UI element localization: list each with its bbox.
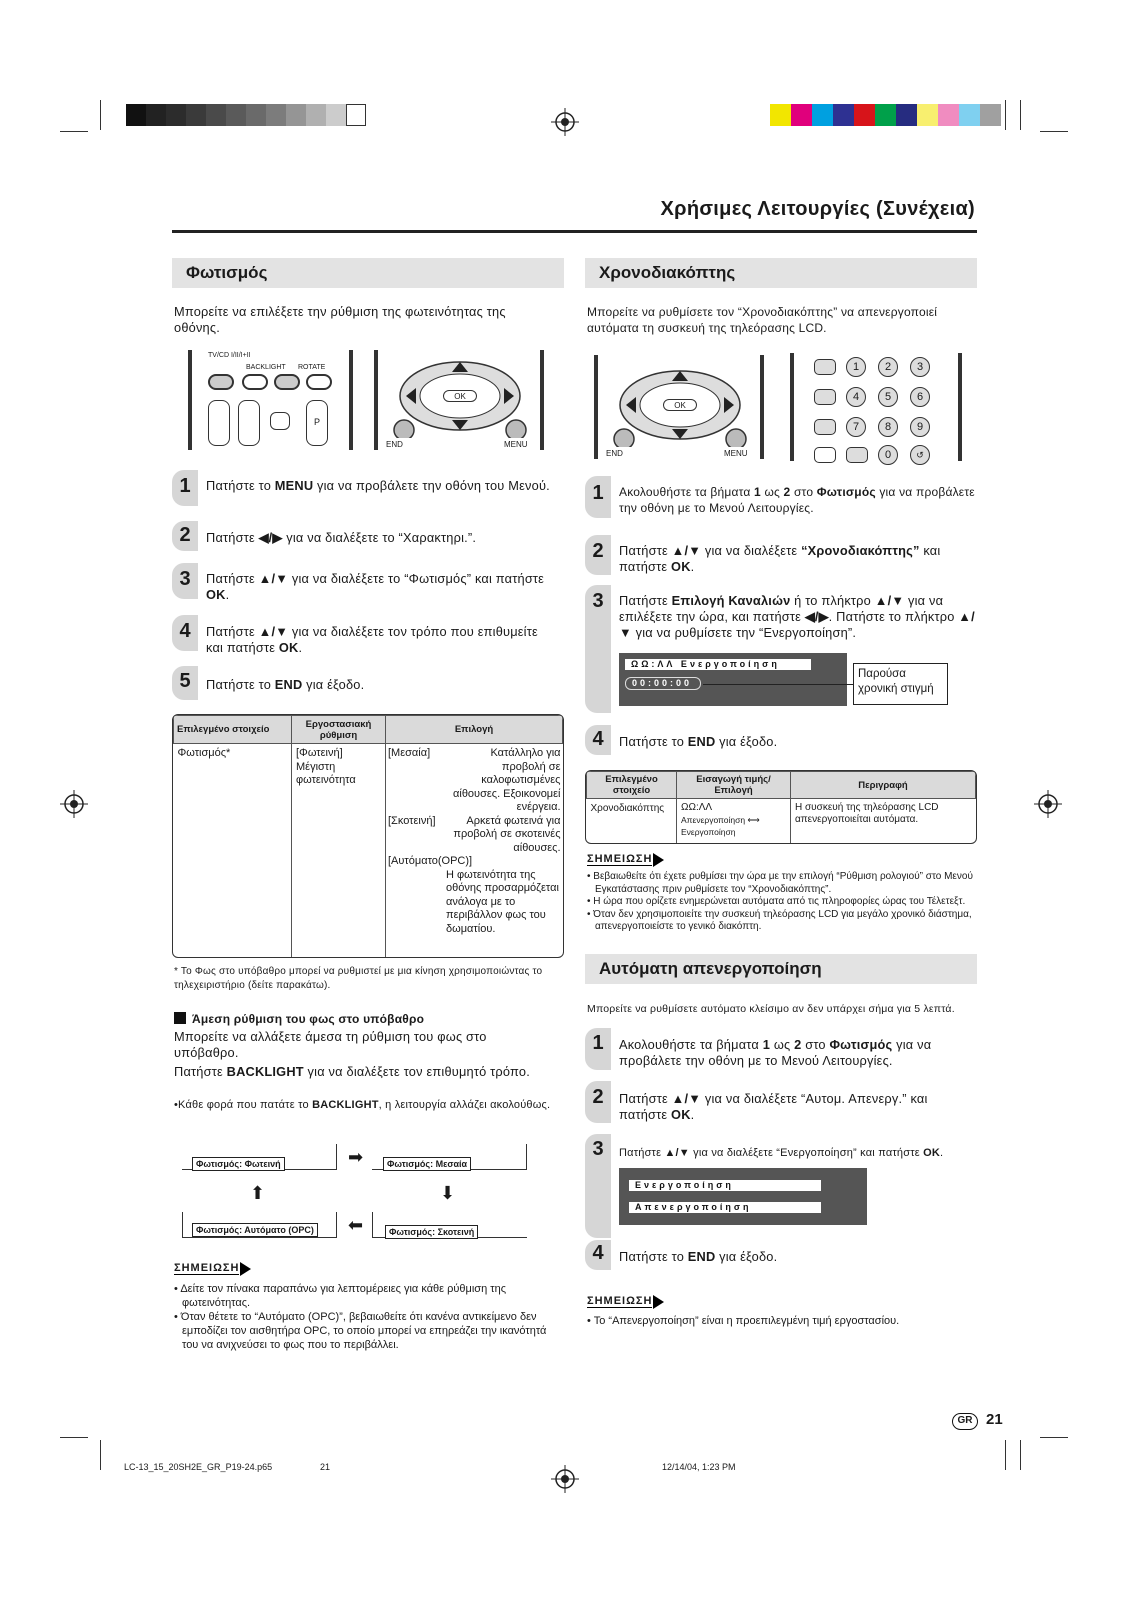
timer-step-4: Πατήστε το END για έξοδο. — [619, 734, 778, 749]
digit-2-button: 2 — [878, 357, 898, 377]
rotate-button — [306, 374, 332, 390]
timer-notes — [587, 871, 979, 934]
footer-date: 12/14/04, 1:23 PM — [662, 1462, 736, 1472]
registration-mark-right — [1034, 790, 1062, 818]
color-swatch — [166, 104, 186, 126]
power-button — [208, 374, 234, 390]
timer-note-label: ΣΗΜΕΙΩΣΗ — [587, 853, 653, 865]
brightness-note-label: ΣΗΜΕΙΩΣΗ — [174, 1262, 240, 1274]
table-header: Εργοστασιακή ρύθμιση — [292, 716, 386, 744]
remote-top-label: TV/CD I/II/I+II — [208, 352, 251, 359]
color-swatch — [126, 104, 146, 126]
title-rule — [172, 230, 977, 233]
step-number: 1 — [592, 482, 604, 504]
remote-dpad-illustration — [372, 350, 550, 454]
end-label: END — [386, 440, 403, 449]
step-number: 4 — [592, 1242, 604, 1264]
callout-line — [703, 684, 853, 685]
reveal-button — [814, 389, 836, 405]
color-swatch — [206, 104, 226, 126]
registration-mark-bottom — [551, 1465, 579, 1493]
language-badge: GR — [952, 1413, 978, 1430]
autooff-step-2: Πατήστε ▲/▼ για να διαλέξετε “Αυτομ. Απενεργ.” και πατήστε OK. — [619, 1091, 928, 1122]
table-cell-value: ΩΩ:ΛΛ Απενεργοποίηση ⟷ Ενεργοποίηση — [677, 799, 791, 844]
arrow-up-icon: ⬆ — [250, 1183, 266, 1203]
arrow-left-icon: ⬅ — [348, 1215, 364, 1235]
color-swatch — [980, 104, 1001, 126]
brightness-step-1: Πατήστε το MENU για να προβάλετε την οθόνη του Μενού. — [206, 478, 550, 493]
color-swatch — [770, 104, 791, 126]
step-number: 1 — [592, 1032, 604, 1054]
osd-option-off: Απενεργοποίηση — [629, 1202, 821, 1213]
menu-label: MENU — [724, 449, 748, 458]
step-number: 2 — [592, 540, 604, 562]
color-swatch — [875, 104, 896, 126]
registration-mark-left — [60, 790, 88, 818]
color-swatch — [146, 104, 166, 126]
flow-medium: Φωτισμός: Μεσαία — [383, 1157, 471, 1171]
step-number: 1 — [179, 475, 191, 497]
timer-table — [585, 770, 977, 844]
table-cell-factory: [Φωτεινή] Μέγιστη φωτεινότητα — [292, 744, 386, 958]
digit-9-button: 9 — [910, 417, 930, 437]
direct-adjust-p3: •Κάθε φορά που πατάτε το BACKLIGHT, η λειτουργία αλλάζει ακολούθως. — [174, 1099, 551, 1111]
timer-remote-dpad-illustration — [592, 355, 770, 465]
step-number: 4 — [592, 728, 604, 750]
color-swatch — [896, 104, 917, 126]
flow-dark: Φωτισμός: Σκοτεινή — [385, 1225, 478, 1239]
digit-0-button: 0 — [878, 445, 898, 465]
option-row: [Μεσαία] Κατάλληλο για προβολή σε καλοφωτισμένες αίθουσες. Εξοικονομεί ενέργεια. — [388, 747, 561, 813]
note-item: • Όταν θέτετε το “Αυτόματο (OPC)”, βεβαιωθείτε ότι κανένα αντικείμενο δεν εμποδίζει τον αισθητήρα OPC, το οποίο μπορεί να επηρεάζει την ικανότητά του να ανιχνεύσει το φως που το περιβάλλει. — [174, 1310, 559, 1352]
backlight-label: BACKLIGHT — [246, 364, 286, 371]
digit-6-button: 6 — [910, 387, 930, 407]
osd-option-on: Ενεργοποίηση — [629, 1180, 821, 1191]
tvcd-button — [242, 374, 268, 390]
color-swatch — [286, 104, 306, 126]
color-swatch — [812, 104, 833, 126]
step-number: 3 — [592, 590, 604, 612]
autooff-heading: Αυτόματη απενεργοποίηση — [585, 954, 977, 984]
color-swatch — [833, 104, 854, 126]
autooff-step-3: Πατήστε ▲/▼ για να διαλέξετε “Ενεργοποίηση” και πατήστε OK. — [619, 1147, 944, 1159]
color-swatch — [306, 104, 326, 126]
table-header: Επιλεγμένο στοιχείο — [174, 716, 292, 744]
arrow-down-icon: ⬇ — [440, 1183, 456, 1203]
color-swatch — [326, 104, 346, 126]
backlight-button — [274, 374, 300, 390]
menu-label: MENU — [504, 440, 528, 449]
timer-step-2: Πατήστε ▲/▼ για να διαλέξετε “Χρονοδιακόπτης” και πατήστε OK. — [619, 543, 941, 574]
timer-step-1: Ακολουθήστε τα βήματα 1 ως 2 στο Φωτισμός για να προβάλετε την οθόνη με το Μενού Λειτουργίες. — [619, 485, 975, 515]
flow-auto: Φωτισμός: Αυτόματο (OPC) — [192, 1223, 318, 1237]
direct-adjust-heading: Άμεση ρύθμιση του φως στο υπόβαθρο — [192, 1012, 425, 1026]
color-swatch — [854, 104, 875, 126]
note-item: • Η ώρα που ορίζετε ενημερώνεται αυτόματα από τις πληροφορίες ώρας του Τέλετεξτ. — [587, 896, 979, 909]
brightness-footnote: * Το Φως στο υπόβαθρο μπορεί να ρυθμιστεί με μια κίνηση χρησιμοποιώντας το τηλεχειριστήριο (δείτε παρακάτω). — [174, 966, 543, 991]
color-swatch — [346, 104, 366, 126]
registration-mark-top — [551, 108, 579, 136]
timer-osd — [619, 653, 847, 706]
table-cell-item: Χρονοδιακόπτης — [587, 799, 677, 844]
step-number: 3 — [592, 1138, 604, 1160]
brightness-table — [172, 714, 564, 958]
table-cell-desc: Η συσκευή της τηλεόρασης LCD απενεργοποιείται αυτόματα. — [795, 802, 939, 825]
option-row: [Αυτόματο(OPC)] Η φωτεινότητα της οθόνης προσαρμόζεται ανάλογα με το περιβάλλον φως του δωματίου. — [388, 855, 559, 935]
direct-adjust-p2: Πατήστε BACKLIGHT για να διαλέξετε τον επιθυμητό τρόπο. — [174, 1064, 530, 1079]
brightness-intro: Μπορείτε να επιλέξετε την ρύθμιση της φωτεινότητας της οθόνης. — [174, 304, 506, 335]
subtitle-button — [814, 447, 836, 463]
brightness-notes — [174, 1282, 559, 1352]
osd-row-2: 00:00:00 — [625, 677, 701, 690]
table-header: Επιλεγμένο στοιχείο — [587, 772, 677, 799]
autooff-intro: Μπορείτε να ρυθμίσετε αυτόματο κλείσιμο αν δεν υπάρχει σήμα για 5 λεπτά. — [587, 1003, 955, 1015]
color-swatch — [186, 104, 206, 126]
square-bullet-icon — [174, 1012, 186, 1024]
footer-file: LC-13_15_20SH2E_GR_P19-24.p65 — [124, 1462, 273, 1472]
brightness-step-3: Πατήστε ▲/▼ για να διαλέξετε το “Φωτισμός” και πατήστε OK. — [206, 571, 545, 602]
double-arrow-icon: ⟷ — [747, 815, 760, 825]
swap-button — [846, 447, 868, 463]
table-header: Επιλογή — [386, 716, 563, 744]
page-number: 21 — [986, 1411, 1003, 1428]
table-cell-options — [386, 744, 563, 958]
color-swatch — [266, 104, 286, 126]
timer-step-3: Πατήστε Επιλογή Καναλιών ή το πλήκτρο ▲/▼ για να επιλέξετε την ώρα, και πατήστε ◀/▶. Πατήστε το πλήκτρο ▲/▼ για να ρυθμίσετε την “Ενεργοποίηση”. — [619, 593, 975, 640]
note-item: • Όταν δεν χρησιμοποιείτε την συσκευή τηλεόρασης LCD για μεγάλο χρονικό διάστημα, απενεργοποιείστε το γενικό διακόπτη. — [587, 909, 979, 934]
autooff-step-4: Πατήστε το END για έξοδο. — [619, 1249, 778, 1264]
ok-button: OK — [663, 399, 697, 411]
timer-heading: Χρονοδιακόπτης — [585, 258, 977, 288]
option-row: [Σκοτεινή] Αρκετά φωτεινά για προβολή σε σκοτεινές αίθουσες. — [388, 814, 561, 854]
hold-button — [814, 419, 836, 435]
arrow-right-icon: ➡ — [348, 1147, 364, 1167]
step-number: 2 — [592, 1086, 604, 1108]
digit-4-button: 4 — [846, 387, 866, 407]
direct-adjust-p1: Μπορείτε να αλλάξετε άμεσα τη ρύθμιση του φως στο υπόβαθρο. — [174, 1029, 487, 1060]
input-button — [208, 400, 230, 446]
autooff-step-1: Ακολουθήστε τα βήματα 1 ως 2 στο Φωτισμός για να προβάλετε την οθόνη με το Μενού Λειτουργίες. — [619, 1037, 932, 1068]
color-swatch — [959, 104, 980, 126]
note-item: • Δείτε τον πίνακα παραπάνω για λεπτομέρειες για κάθε ρύθμιση της φωτεινότητας. — [174, 1282, 559, 1310]
osd-row-1: ΩΩ:ΛΛ Ενεργοποίηση — [625, 659, 811, 670]
note-item: • Το “Απενεργοποίηση” είναι η προεπιλεγμένη τιμή εργοστασίου. — [587, 1314, 979, 1328]
step-number: 3 — [179, 568, 191, 590]
step-number: 4 — [179, 620, 191, 642]
digit-7-button: 7 — [846, 417, 866, 437]
flow-bright: Φωτισμός: Φωτεινή — [192, 1157, 285, 1171]
color-swatch — [917, 104, 938, 126]
brightness-heading: Φωτισμός — [172, 258, 564, 288]
end-label: END — [606, 449, 623, 458]
remote-buttons-illustration — [186, 350, 356, 454]
digit-1-button: 1 — [846, 357, 866, 377]
table-header: Εισαγωγή τιμής/ Επιλογή — [677, 772, 791, 799]
volume-button — [238, 400, 260, 446]
timer-intro: Μπορείτε να ρυθμίσετε τον “Χρονοδιακόπτης” να απενεργοποιεί αυτόματα τη συσκευή της τηλεόρασης LCD. — [587, 305, 938, 335]
autooff-notes — [587, 1314, 979, 1328]
color-swatch — [938, 104, 959, 126]
autooff-osd — [619, 1168, 867, 1225]
color-swatch — [226, 104, 246, 126]
color-swatch — [791, 104, 812, 126]
autooff-note-label: ΣΗΜΕΙΩΣΗ — [587, 1295, 653, 1307]
current-time-callout: Παρούσα χρονική στιγμή — [853, 663, 948, 705]
brightness-step-5: Πατήστε το END για έξοδο. — [206, 677, 365, 692]
teletext-button — [814, 359, 836, 375]
digit-8-button: 8 — [878, 417, 898, 437]
table-cell-item: Φωτισμός* — [174, 744, 292, 958]
step-number: 2 — [179, 524, 191, 546]
brightness-step-2: Πατήστε ◀/▶ για να διαλέξετε το “Χαρακτηρι.”. — [206, 530, 477, 545]
table-header: Περιγραφή — [791, 772, 976, 799]
mute-button — [270, 412, 290, 430]
digit-5-button: 5 — [878, 387, 898, 407]
note-item: • Βεβαιωθείτε ότι έχετε ρυθμίσει την ώρα με την επιλογή “Ρύθμιση ρολογιού” στο Μενού Εγκατάστασης πριν ρυθμίσετε τον “Χρονοδιακόπτης”. — [587, 871, 979, 896]
timer-remote-numeric-illustration — [790, 353, 966, 465]
step-number: 5 — [179, 670, 191, 692]
flashback-icon: ↺ — [910, 445, 930, 465]
brightness-step-4: Πατήστε ▲/▼ για να διαλέξετε τον τρόπο που επιθυμείτε και πατήστε OK. — [206, 624, 538, 655]
rotate-label: ROTATE — [298, 364, 326, 371]
program-button: P — [306, 400, 328, 446]
color-swatch — [246, 104, 266, 126]
digit-3-button: 3 — [910, 357, 930, 377]
footer-page: 21 — [320, 1462, 331, 1472]
ok-button: OK — [443, 390, 477, 402]
page-title: Χρήσιμες Λειτουργίες (Συνέχεια) — [660, 198, 975, 220]
